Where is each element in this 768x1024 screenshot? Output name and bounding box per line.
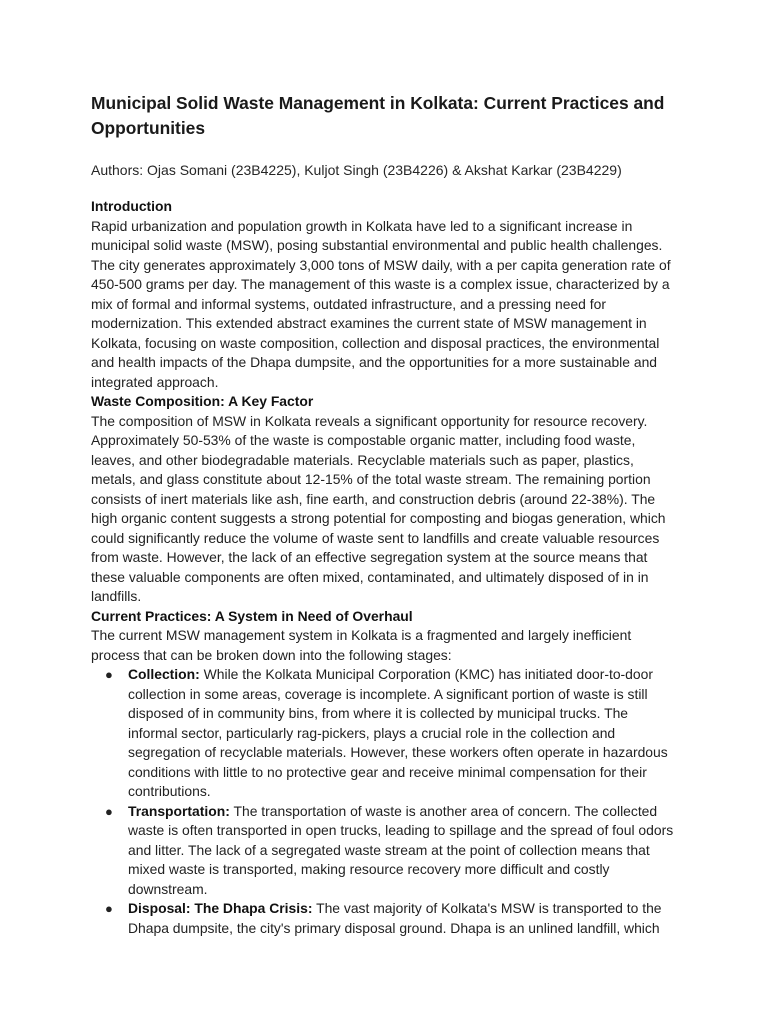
list-item	[91, 665, 681, 802]
list-item	[91, 899, 681, 938]
section-heading: Current Practices: A System in Need of Overhaul	[91, 607, 413, 624]
section-introduction	[91, 197, 681, 392]
authors-line: Authors: Ojas Somani (23B4225), Kuljot Singh (23B4226) & Akshat Karkar (23B4229)	[91, 162, 622, 178]
section-waste-composition	[91, 392, 681, 607]
bullet-text: While the Kolkata Municipal Corporation (KMC) has initiated door-to-door collection in some areas, coverage is incomplete. A significant portion of waste is still disposed of in community bins, from where it is collected by municipal trucks. The informal sector, particularly rag-pickers, plays a crucial role in the collection and segregation of recyclable materials. However, these workers often operate in hazardous conditions with little to no protective gear and receive minimal compensation for their contributions.	[128, 666, 668, 799]
bullet-term: Collection:	[128, 666, 200, 682]
bullet-term: Disposal: The Dhapa Crisis:	[128, 900, 313, 916]
bullet-icon: ●	[105, 667, 113, 682]
section-heading: Waste Composition: A Key Factor	[91, 393, 314, 409]
section-current-practices	[91, 607, 681, 939]
section-paragraph: The current MSW management system in Kolkata is a fragmented and largely inefficient process that can be broken down into the following stages:	[91, 627, 632, 663]
document-page	[91, 91, 681, 938]
bullet-text: The transportation of waste is another area of concern. The collected waste is often transported in open trucks, leading to spillage and the spread of foul odors and litter. The lack of a segregated waste stream at the point of collection means that mixed waste is transported, making resource recovery more difficult and costly downstream.	[128, 802, 674, 897]
section-paragraph: The composition of MSW in Kolkata reveals a significant opportunity for resource recovery. Approximately 50-53% of the waste is compostable organic matter, including food waste, leaves, and other biodegradable materials. Recyclable materials such as paper, plastics, metals, and glass constitute about 12-15% of the total waste stream. The remaining portion consists of inert materials like ash, fine earth, and construction debris (around 22-38%). The high organic content suggests a strong potential for composting and biogas generation, which could significantly reduce the volume of waste sent to landfills and create valuable resources from waste. However, the lack of an effective segregation system at the source means that these valuable components are often mixed, contaminated, and ultimately disposed of in in landfills.	[91, 412, 666, 604]
section-heading: Introduction	[91, 198, 173, 214]
document-title: Municipal Solid Waste Management in Kolkata: Current Practices and Opportunities	[91, 93, 665, 138]
bullet-text: The vast majority of Kolkata's MSW is transported to the Dhapa dumpsite, the city's primary disposal ground. Dhapa is an unlined landfill, which	[128, 900, 662, 936]
section-paragraph: Rapid urbanization and population growth in Kolkata have led to a significant increase in municipal solid waste (MSW), posing substantial environmental and public health challenges. The city generates approximately 3,000 tons of MSW daily, with a per capita generation rate of 450-500 grams per day. The management of this waste is a complex issue, characterized by a mix of formal and informal systems, outdated infrastructure, and a pressing need for modernization. This extended abstract examines the current state of MSW management in Kolkata, focusing on waste composition, collection and disposal practices, the environmental and health impacts of the Dhapa dumpsite, and the opportunities for a more sustainable and integrated approach.	[91, 217, 671, 390]
list-item	[91, 802, 681, 900]
bullet-icon: ●	[105, 901, 113, 916]
bullet-icon: ●	[105, 803, 113, 819]
practices-bullet-list	[91, 665, 681, 938]
bullet-term: Transportation:	[128, 802, 230, 819]
